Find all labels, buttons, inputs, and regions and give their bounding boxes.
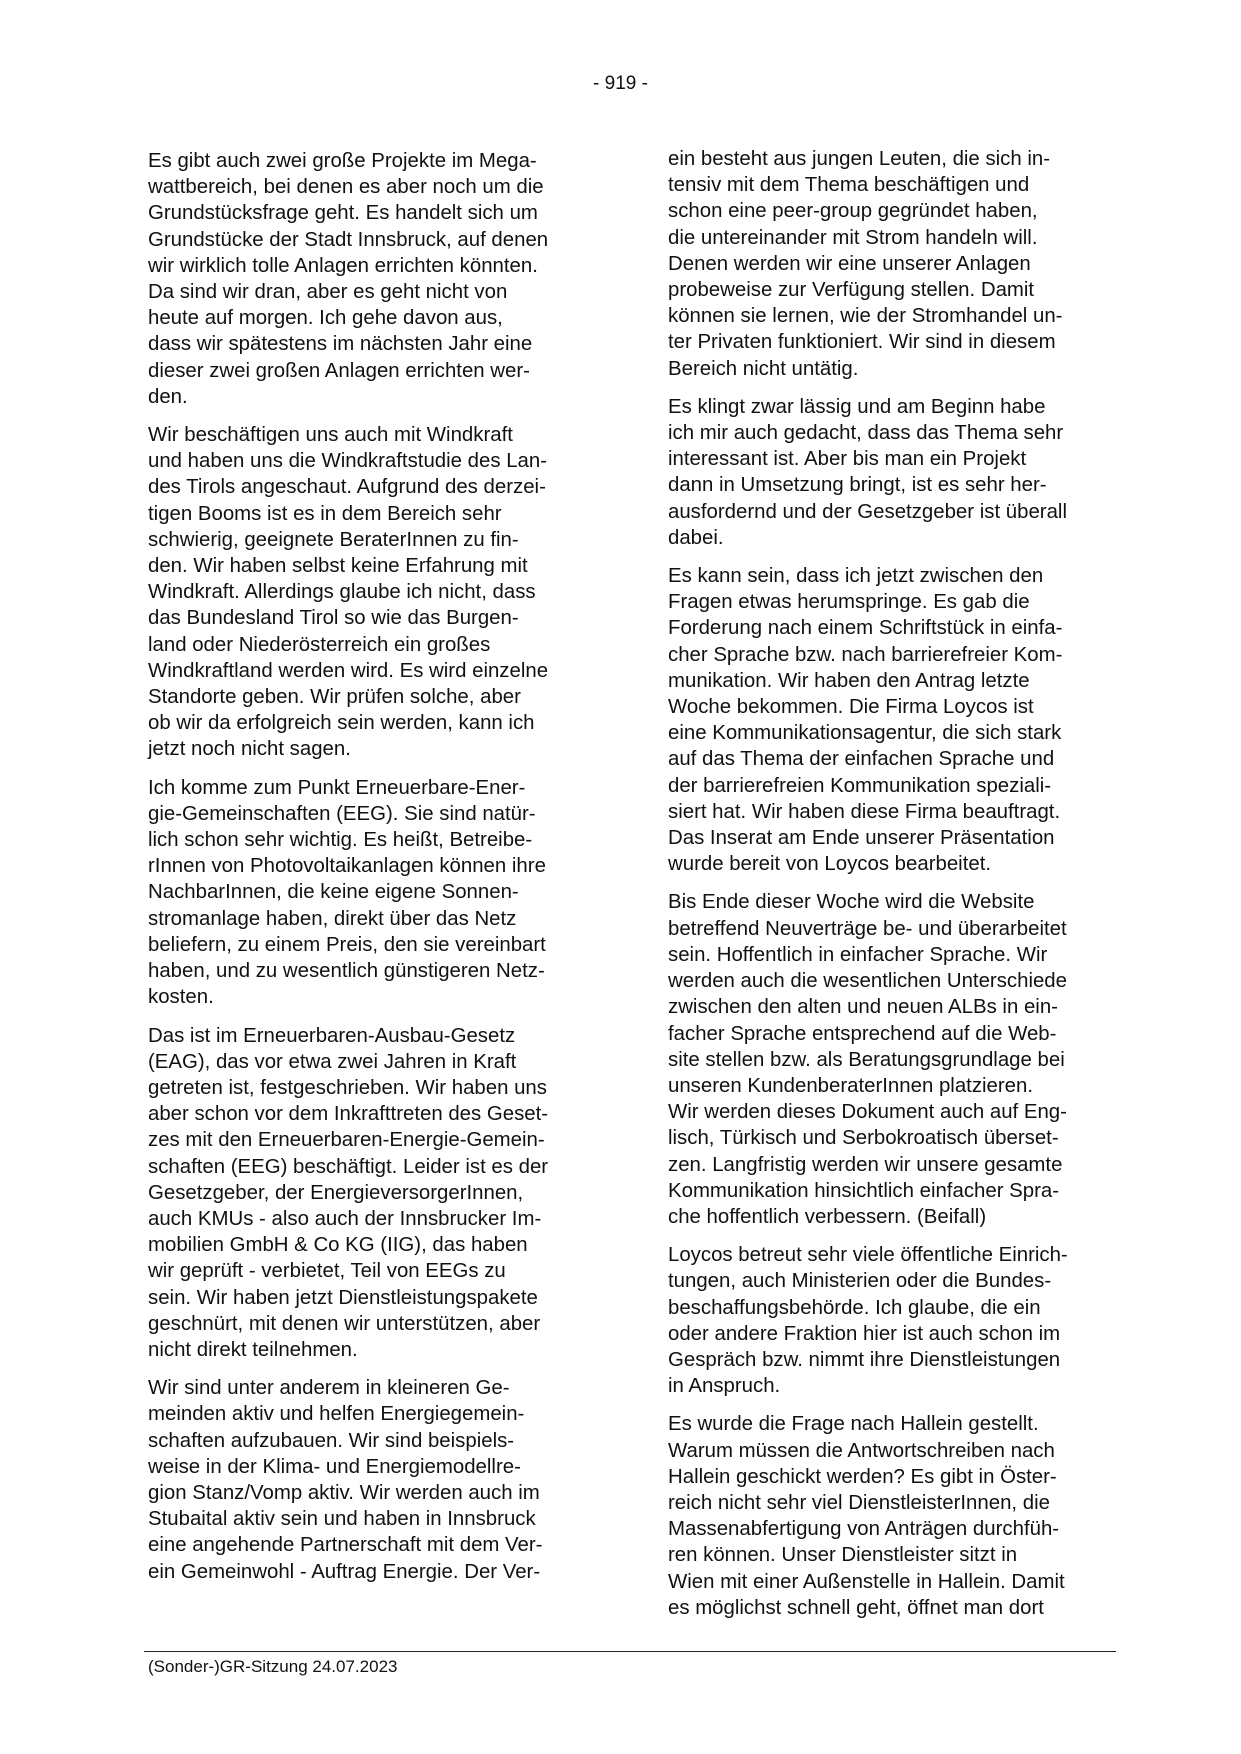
text-line: der barrierefreien Kommunikation speziali- [668, 774, 1052, 797]
text-line: meinden aktiv und helfen Energiegemein- [148, 1403, 525, 1426]
text-line: den. Wir haben selbst keine Erfahrung mit [148, 555, 528, 578]
text-line: Massenabfertigung von Anträgen durchfüh- [668, 1518, 1060, 1541]
text-line: dann in Umsetzung bringt, ist es sehr her- [668, 474, 1047, 497]
text-line: probeweise zur Verfügung stellen. Damit [668, 279, 1035, 302]
text-line: Wir werden dieses Dokument auch auf Eng- [668, 1101, 1067, 1124]
text-line: tensiv mit dem Thema beschäftigen und [668, 174, 1030, 197]
text-line: auch KMUs - also auch der Innsbrucker Im- [148, 1207, 542, 1230]
text-line: beliefern, zu einem Preis, den sie vereinbart [148, 933, 546, 956]
text-line: Da sind wir dran, aber es geht nicht von [148, 281, 508, 304]
paragraph [668, 889, 1130, 1230]
text-line: kosten. [148, 986, 214, 1009]
text-line: und haben uns die Windkraftstudie des Lan- [148, 450, 548, 473]
text-line: dieser zwei großen Anlagen errichten wer- [148, 359, 530, 382]
paragraph [148, 775, 608, 1011]
text-line: jetzt noch nicht sagen. [148, 738, 351, 761]
text-line: eine angehende Partnerschaft mit dem Ver- [148, 1534, 543, 1557]
text-line: eine Kommunikationsagentur, die sich stark [668, 722, 1062, 745]
text-line: Woche bekommen. Die Firma Loycos ist [668, 696, 1034, 719]
text-line: Denen werden wir eine unserer Anlagen [668, 252, 1031, 275]
text-line: schwierig, geeignete BeraterInnen zu fin- [148, 528, 519, 551]
text-line: ausfordernd und der Gesetzgeber ist überall [668, 500, 1067, 523]
text-line: Es kann sein, dass ich jetzt zwischen den [668, 565, 1044, 588]
text-line: NachbarInnen, die keine eigene Sonnen- [148, 881, 519, 904]
text-line: tungen, auch Ministerien oder die Bundes- [668, 1270, 1052, 1293]
text-line: heute auf morgen. Ich gehe davon aus, [148, 307, 503, 330]
paragraph [668, 394, 1130, 551]
text-line: Das Inserat am Ende unserer Präsentation [668, 827, 1055, 850]
text-line: nicht direkt teilnehmen. [148, 1338, 358, 1361]
text-line: wir geprüft - verbietet, Teil von EEGs zu [148, 1260, 506, 1283]
text-line: schon eine peer-group gegründet haben, [668, 200, 1038, 223]
text-line: weise in der Klima- und Energiemodellre- [148, 1455, 521, 1478]
text-line: zwischen den alten und neuen ALBs in ein- [668, 996, 1058, 1019]
paragraph [148, 1023, 608, 1364]
paragraph [148, 1375, 608, 1585]
text-line: ren können. Unser Dienstleister sitzt in [668, 1544, 1018, 1567]
text-line: gie-Gemeinschaften (EEG). Sie sind natür- [148, 802, 536, 825]
text-line: rInnen von Photovoltaikanlagen können ihre [148, 855, 546, 878]
text-line: Es wurde die Frage nach Hallein gestellt. [668, 1413, 1039, 1436]
text-line: stromanlage haben, direkt über das Netz [148, 907, 517, 930]
text-line: Loycos betreut sehr viele öffentliche Einrich- [668, 1244, 1068, 1267]
text-line: es möglichst schnell geht, öffnet man dort [668, 1596, 1044, 1619]
text-line: beschaffungsbehörde. Ich glaube, die ein [668, 1296, 1041, 1319]
text-line: tigen Booms ist es in dem Bereich sehr [148, 502, 502, 525]
text-line: Grundstücke der Stadt Innsbruck, auf denen [148, 228, 549, 251]
text-line: munikation. Wir haben den Antrag letzte [668, 669, 1030, 692]
paragraph [668, 1242, 1130, 1399]
text-line: gion Stanz/Vomp aktiv. Wir werden auch im [148, 1481, 540, 1504]
left-column [148, 148, 608, 1597]
text-line: werden auch die wesentlichen Unterschiede [668, 970, 1067, 993]
text-line: lisch, Türkisch und Serbokroatisch überset- [668, 1127, 1059, 1150]
text-line: Bis Ende dieser Woche wird die Website [668, 891, 1035, 914]
footer-text: (Sonder-)GR-Sitzung 24.07.2023 [148, 1657, 398, 1676]
text-line: ein besteht aus jungen Leuten, die sich in- [668, 148, 1051, 170]
paragraph [148, 422, 608, 763]
paragraph [668, 563, 1130, 877]
text-line: cher Sprache bzw. nach barrierefreier Kom- [668, 643, 1063, 666]
text-line: schaften (EEG) beschäftigt. Leider ist es der [148, 1155, 549, 1178]
text-line: schaften aufzubauen. Wir sind beispiels- [148, 1429, 515, 1452]
text-line: che hoffentlich verbessern. (Beifall) [668, 1205, 987, 1228]
text-line: Windkraft. Allerdings glaube ich nicht, dass [148, 581, 536, 604]
text-line: haben, und zu wesentlich günstigeren Netz- [148, 960, 545, 983]
text-line: sein. Wir haben jetzt Dienstleistungspakete [148, 1286, 538, 1309]
right-column [668, 146, 1130, 1633]
text-line: wattbereich, bei denen es aber noch um die [148, 176, 544, 199]
text-line: facher Sprache entsprechend auf die Web- [668, 1022, 1057, 1045]
text-line: ein Gemeinwohl - Auftrag Energie. Der Ver- [148, 1560, 541, 1583]
text-line: oder andere Fraktion hier ist auch schon im [668, 1322, 1061, 1345]
text-line: Kommunikation hinsichtlich einfacher Spra- [668, 1179, 1060, 1202]
text-line: siert hat. Wir haben diese Firma beauftragt. [668, 800, 1061, 823]
text-line: die untereinander mit Strom handeln will. [668, 226, 1038, 249]
text-line: sein. Hoffentlich in einfacher Sprache. Wir [668, 943, 1048, 966]
text-line: Ich komme zum Punkt Erneuerbare-Ener- [148, 776, 526, 799]
text-line: Windkraftland werden wird. Es wird einzelne [148, 659, 549, 682]
text-line: aber schon vor dem Inkrafttreten des Geset- [148, 1103, 549, 1126]
text-line: zen. Langfristig werden wir unsere gesamte [668, 1153, 1063, 1176]
text-line: das Bundesland Tirol so wie das Burgen- [148, 607, 519, 630]
text-line: Wir sind unter anderem in kleineren Ge- [148, 1377, 510, 1400]
paragraph [668, 1411, 1130, 1621]
text-line: Fragen etwas herumspringe. Es gab die [668, 591, 1030, 614]
text-line: Es klingt zwar lässig und am Beginn habe [668, 395, 1046, 418]
text-line: auf das Thema der einfachen Sprache und [668, 748, 1055, 771]
text-line: Wien mit einer Außenstelle in Hallein. Damit [668, 1570, 1065, 1593]
text-line: Warum müssen die Antwortschreiben nach [668, 1439, 1055, 1462]
text-line: (EAG), das vor etwa zwei Jahren in Kraft [148, 1050, 517, 1073]
text-line: Forderung nach einem Schriftstück in einfa- [668, 617, 1063, 640]
text-line: interessant ist. Aber bis man ein Projekt [668, 448, 1027, 471]
text-line: den. [148, 385, 188, 408]
text-line: land oder Niederösterreich ein großes [148, 633, 491, 656]
text-line: Gesetzgeber, der EnergieversorgerInnen, [148, 1181, 524, 1204]
page-number: - 919 - [593, 73, 648, 94]
text-line: ter Privaten funktioniert. Wir sind in diesem [668, 331, 1056, 354]
text-line: ob wir da erfolgreich sein werden, kann ich [148, 712, 535, 735]
text-line: Das ist im Erneuerbaren-Ausbau-Gesetz [148, 1024, 516, 1047]
paragraph [148, 148, 608, 410]
text-line: site stellen bzw. als Beratungsgrundlage bei [668, 1048, 1065, 1071]
text-line: zes mit den Erneuerbaren-Energie-Gemein- [148, 1129, 545, 1152]
text-line: mobilien GmbH & Co KG (IIG), das haben [148, 1234, 528, 1257]
text-line: lich schon sehr wichtig. Es heißt, Betreibe- [148, 829, 533, 852]
text-line: wurde bereit von Loycos bearbeitet. [668, 853, 992, 876]
text-line: dabei. [668, 526, 724, 549]
text-line: Stubaital aktiv sein und haben in Innsbruck [148, 1508, 536, 1531]
text-line: Standorte geben. Wir prüfen solche, aber [148, 686, 521, 709]
text-line: in Anspruch. [668, 1375, 781, 1398]
text-line: des Tirols angeschaut. Aufgrund des derzei- [148, 476, 546, 499]
text-line: ich mir auch gedacht, dass das Thema sehr [668, 422, 1064, 445]
text-line: unseren KundenberaterInnen platzieren. [668, 1074, 1034, 1097]
text-line: Bereich nicht untätig. [668, 357, 859, 380]
text-line: wir wirklich tolle Anlagen errichten könnten. [148, 254, 538, 277]
text-line: getreten ist, festgeschrieben. Wir haben uns [148, 1076, 547, 1099]
text-line: können sie lernen, wie der Stromhandel un- [668, 305, 1063, 328]
text-line: geschnürt, mit denen wir unterstützen, aber [148, 1312, 541, 1335]
footer-divider [144, 1651, 1116, 1652]
text-line: Wir beschäftigen uns auch mit Windkraft [148, 424, 513, 447]
text-line: reich nicht sehr viel DienstleisterInnen, die [668, 1491, 1050, 1514]
text-line: Gespräch bzw. nimmt ihre Dienstleistungen [668, 1348, 1061, 1371]
text-line: Grundstücksfrage geht. Es handelt sich um [148, 202, 538, 225]
paragraph [668, 146, 1130, 382]
text-line: betreffend Neuverträge be- und überarbeitet [668, 917, 1067, 940]
text-line: Hallein geschickt werden? Es gibt in Öster- [668, 1465, 1057, 1488]
text-line: dass wir spätestens im nächsten Jahr eine [148, 333, 533, 356]
text-line: Es gibt auch zwei große Projekte im Mega- [148, 150, 537, 172]
